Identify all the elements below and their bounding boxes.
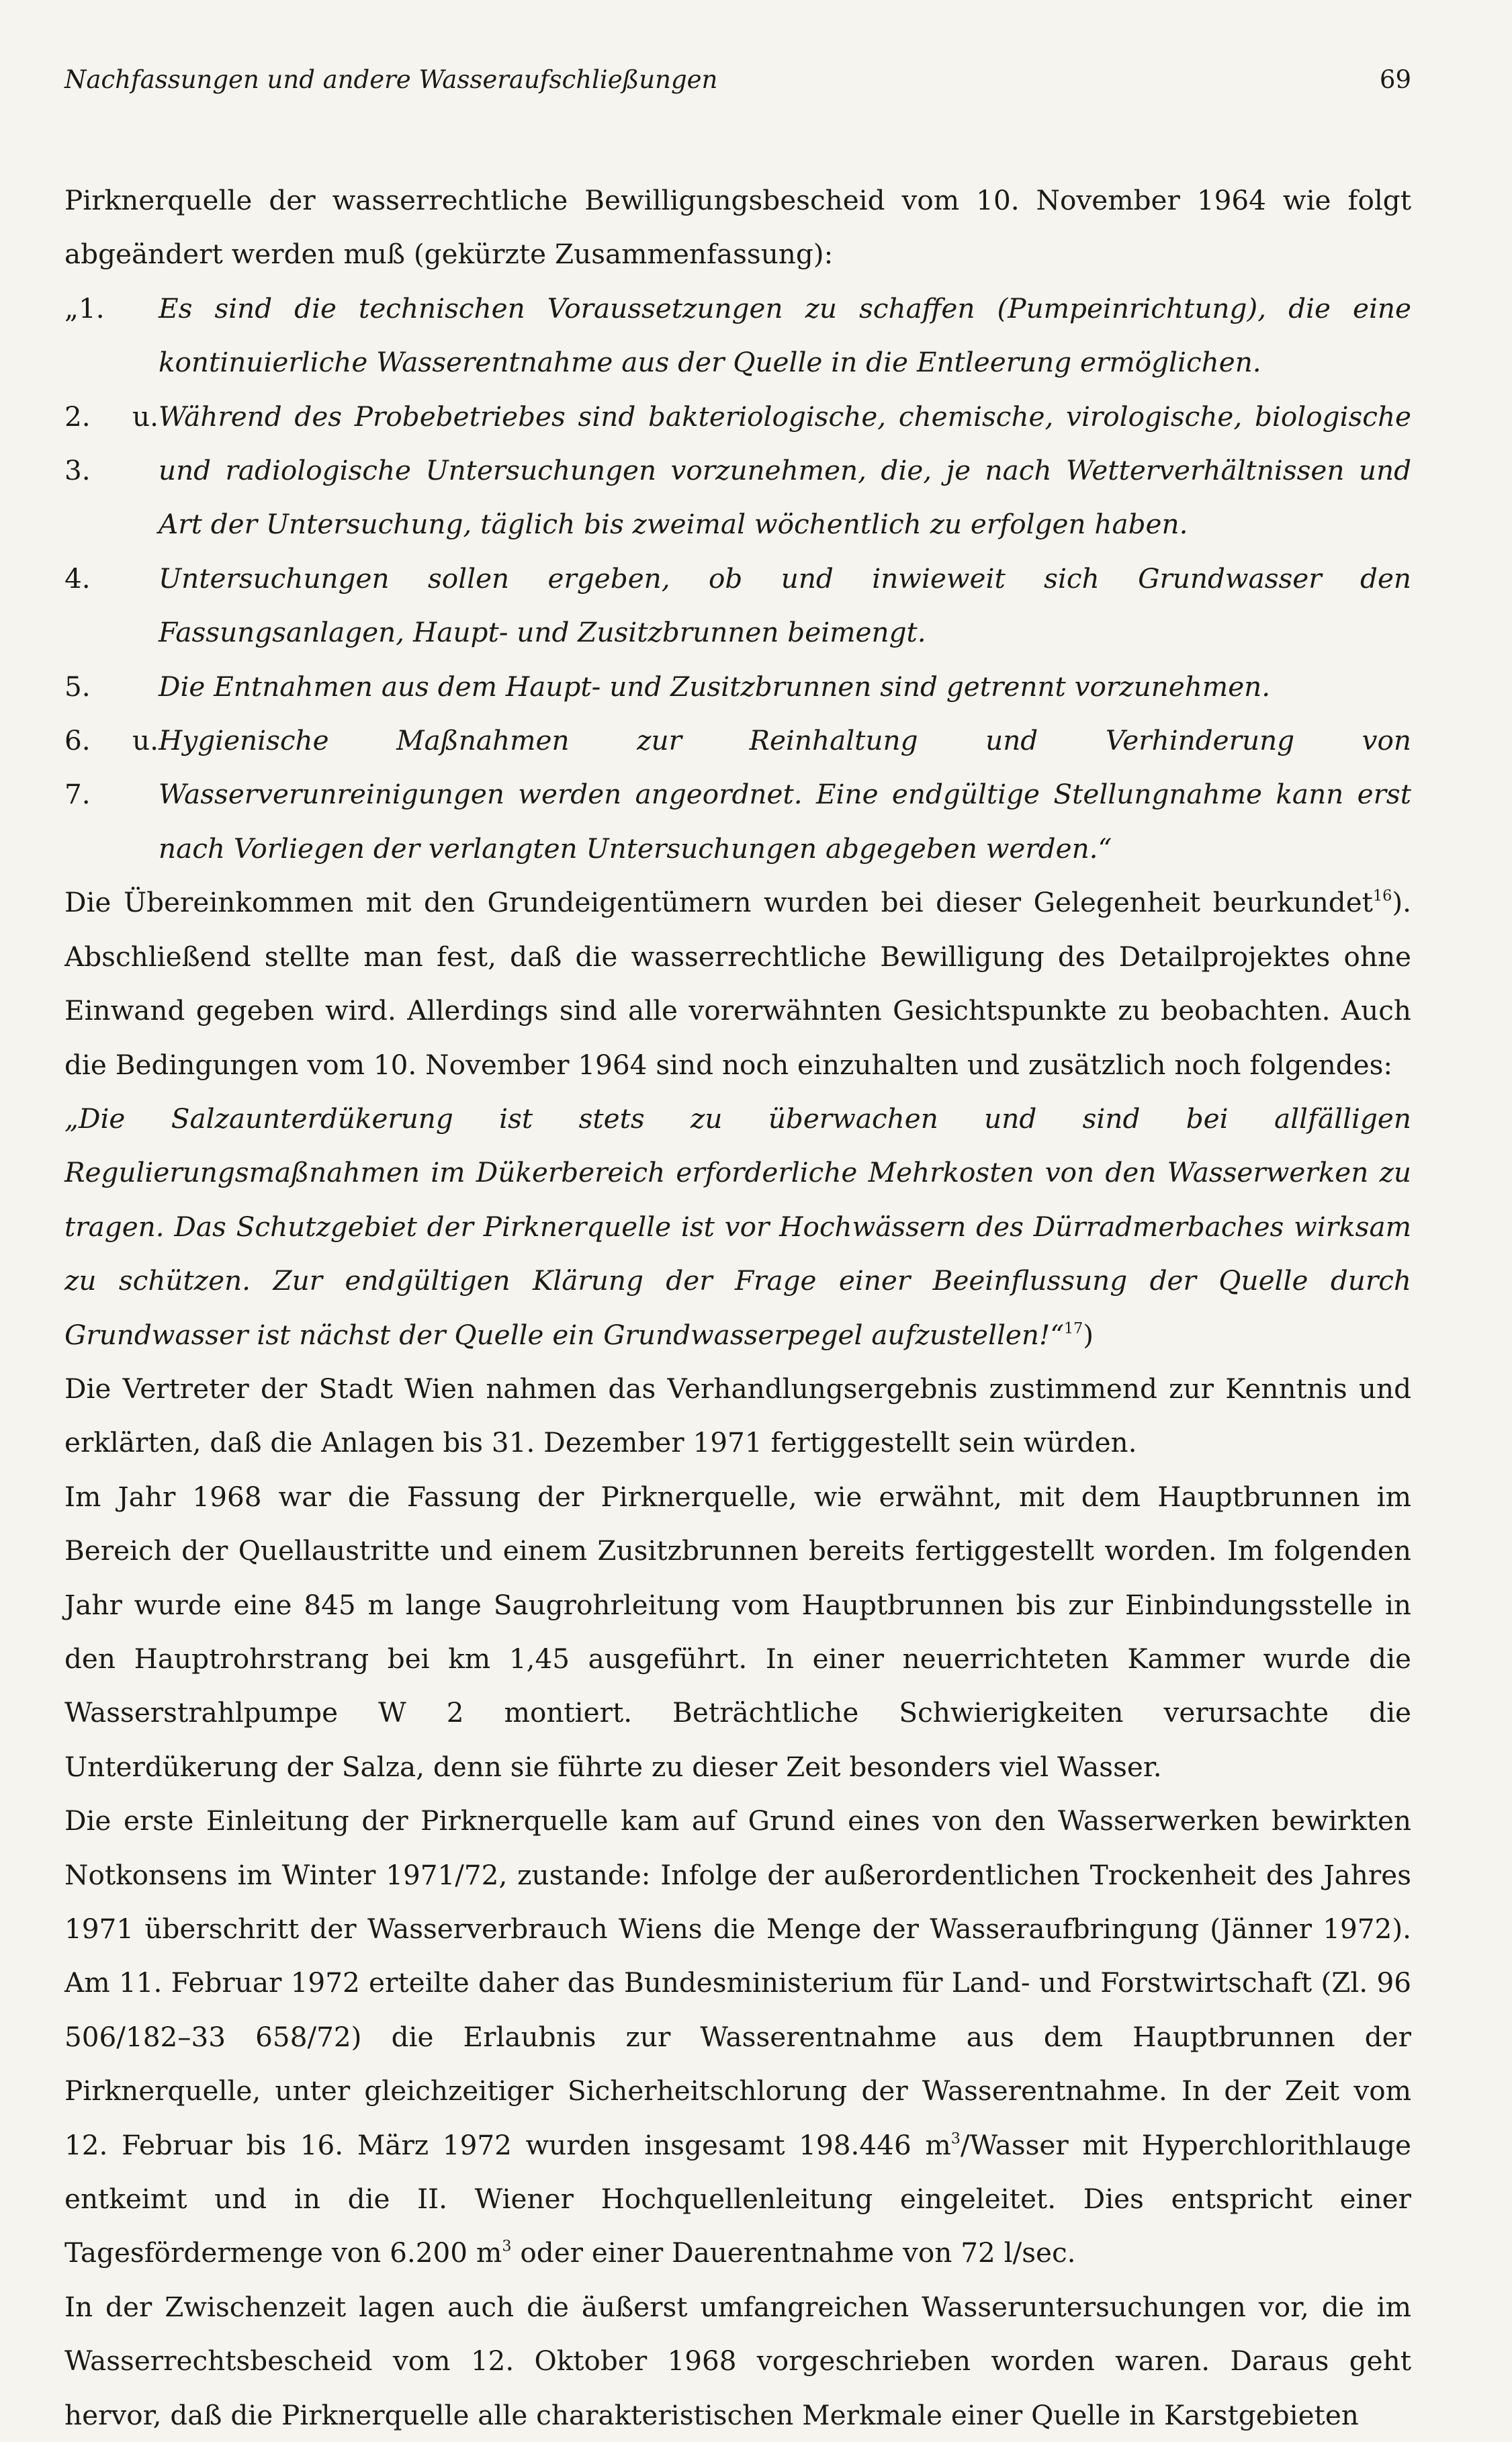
paragraph-text: ). Abschließend stellte man fest, daß die wasserrechtliche Bewilligung des Detailprojektes ohne Einwand gegeben wird. Allerdings sind alle vorerwähnten Gesichtspunkte zu beobachten. Auch die Bedingungen vom 10. November 1964 sind noch einzuhalten und zusätzlich noch folgendes: bbox=[64, 886, 1411, 1081]
condition-list bbox=[64, 281, 1411, 875]
list-item-number: 2. u. 3. bbox=[64, 400, 159, 487]
paragraph-text: Die erste Einleitung der Pirknerquelle kam auf Grund eines von den Wasserwerken bewirkten Notkonsens im Winter 1971/72, zustande: Infolge der außerordentlichen Trockenheit des Jahres 1971 überschritt der Wasserverbrauch Wiens die Menge der Wasseraufbringung (Jänner 1972). Am 11. Februar 1972 erteilte daher das Bundesministerium für Land- und Forstwirtschaft (Zl. 96 506/182–33 658/72) die Erlaubnis zur Wasserentnahme aus dem Hauptbrunnen der Pirknerquelle, unter gleichzeitiger Sicherheitschlorung der Wasserentnahme. In der Zeit vom 12. Februar bis 16. März 1972 wurden insgesamt 198.446 m bbox=[64, 1804, 1411, 2161]
running-header bbox=[64, 63, 1411, 97]
paragraph-investigations: In der Zwischenzeit lagen auch die äußerst umfangreichen Wasseruntersuchungen vor, die im Wasserrechtsbescheid vom 12. Oktober 1968 vorgeschrieben worden waren. Daraus geht hervor, daß die Pirknerquelle alle charakteristischen Merkmale einer Quelle in Karstgebieten bbox=[64, 2290, 1411, 2431]
footnote-ref: 17 bbox=[1063, 1319, 1083, 1337]
body-text bbox=[64, 173, 1411, 2442]
list-item-number: 6. u. 7. bbox=[64, 724, 159, 811]
page-number: 69 bbox=[1379, 65, 1411, 94]
list-item bbox=[64, 660, 1411, 713]
list-item-text: Die Entnahmen aus dem Haupt- und Zusitzbrunnen sind getrennt vorzunehmen. bbox=[159, 670, 1271, 703]
list-item-text: Während des Probebetriebes sind bakteriologische, chemische, virologische, biologische und radiologische Untersuchungen vorzunehmen, die, je nach Wetterverhältnissen und Art der Untersuchung, täglich bis zweimal wöchentlich zu erfolgen haben. bbox=[159, 400, 1411, 541]
footnote-ref: 16 bbox=[1372, 887, 1392, 905]
list-item bbox=[64, 390, 1411, 552]
paragraph-vienna: Die Vertreter der Stadt Wien nahmen das Verhandlungsergebnis zustimmend zur Kenntnis und erklärten, daß die Anlagen bis 31. Dezember 1971 fertiggestellt sein würden. bbox=[64, 1372, 1411, 1459]
superscript: 3 bbox=[502, 2237, 512, 2255]
list-item-number: 4. bbox=[64, 562, 91, 595]
list-item bbox=[64, 281, 1411, 390]
paragraph-text: oder einer Dauerentnahme von 72 l/sec. bbox=[511, 2236, 1076, 2269]
paragraph-intro: Pirknerquelle der wasserrechtliche Bewilligungsbescheid vom 10. November 1964 wie folgt abgeändert werden muß (gekürzte Zusammenfassung): bbox=[64, 184, 1411, 271]
paragraph-quote bbox=[64, 1092, 1411, 1362]
paragraph-agreements bbox=[64, 875, 1411, 1092]
list-item-text: Untersuchungen sollen ergeben, ob und inwieweit sich Grundwasser den Fassungsanlagen, Haupt- und Zusitzbrunnen beimengt. bbox=[159, 562, 1411, 649]
quote-text: „Die Salzaunterdükerung ist stets zu überwachen und sind bei allfälligen Regulierungsmaßnahmen im Dükerbereich erforderliche Mehrkosten von den Wasserwerken zu tragen. Das Schutzgebiet der Pirknerquelle ist vor Hochwässern des Dürradmerbaches wirksam zu schützen. Zur endgültigen Klärung der Frage einer Beeinflussung der Quelle durch Grundwasser ist nächst der Quelle ein Grundwasserpegel aufzustellen!“ bbox=[64, 1102, 1411, 1351]
paragraph-text: /Wasser mit Hyperchlorithlauge entkeimt und in die II. Wiener Hochquellenleitung eingeleitet. Dies entspricht einer Tagesfördermenge von 6.200 m bbox=[64, 2128, 1411, 2269]
paragraph-1968: Im Jahr 1968 war die Fassung der Pirknerquelle, wie erwähnt, mit dem Hauptbrunnen im Bereich der Quellaustritte und einem Zusitzbrunnen bereits fertiggestellt worden. Im folgenden Jahr wurde eine 845 m lange Saugrohrleitung vom Hauptbrunnen bis zur Einbindungsstelle in den Hauptrohrstrang bei km 1,45 ausgeführt. In einer neuerrichteten Kammer wurde die Wasserstrahlpumpe W 2 montiert. Beträchtliche Schwierigkeiten verursachte die Unterdükerung der Salza, denn sie führte zu dieser Zeit besonders viel Wasser. bbox=[64, 1480, 1411, 1783]
list-item-number: 5. bbox=[64, 670, 91, 703]
paragraph-text: Die Übereinkommen mit den Grundeigentümern wurden bei dieser Gelegenheit beurkundet bbox=[64, 886, 1373, 919]
list-item-text: Hygienische Maßnahmen zur Reinhaltung und Verhinderung von Wasserverunreinigungen werden angeordnet. Eine endgültige Stellungnahme kann erst nach Vorliegen der verlangten Untersuchungen abgegeben werden.“ bbox=[159, 724, 1411, 865]
list-item bbox=[64, 552, 1411, 660]
paragraph-first-intake bbox=[64, 1794, 1411, 2280]
list-item-number: „1. bbox=[64, 292, 105, 324]
list-item-text: Es sind die technischen Voraussetzungen zu schaffen (Pumpeinrichtung), die eine kontinuierliche Wasserentnahme aus der Quelle in die Entleerung ermöglichen. bbox=[159, 292, 1411, 379]
list-item bbox=[64, 713, 1411, 875]
quote-close: ) bbox=[1083, 1318, 1094, 1351]
superscript: 3 bbox=[950, 2129, 961, 2147]
running-title: Nachfassungen und andere Wasseraufschließungen bbox=[64, 65, 718, 94]
